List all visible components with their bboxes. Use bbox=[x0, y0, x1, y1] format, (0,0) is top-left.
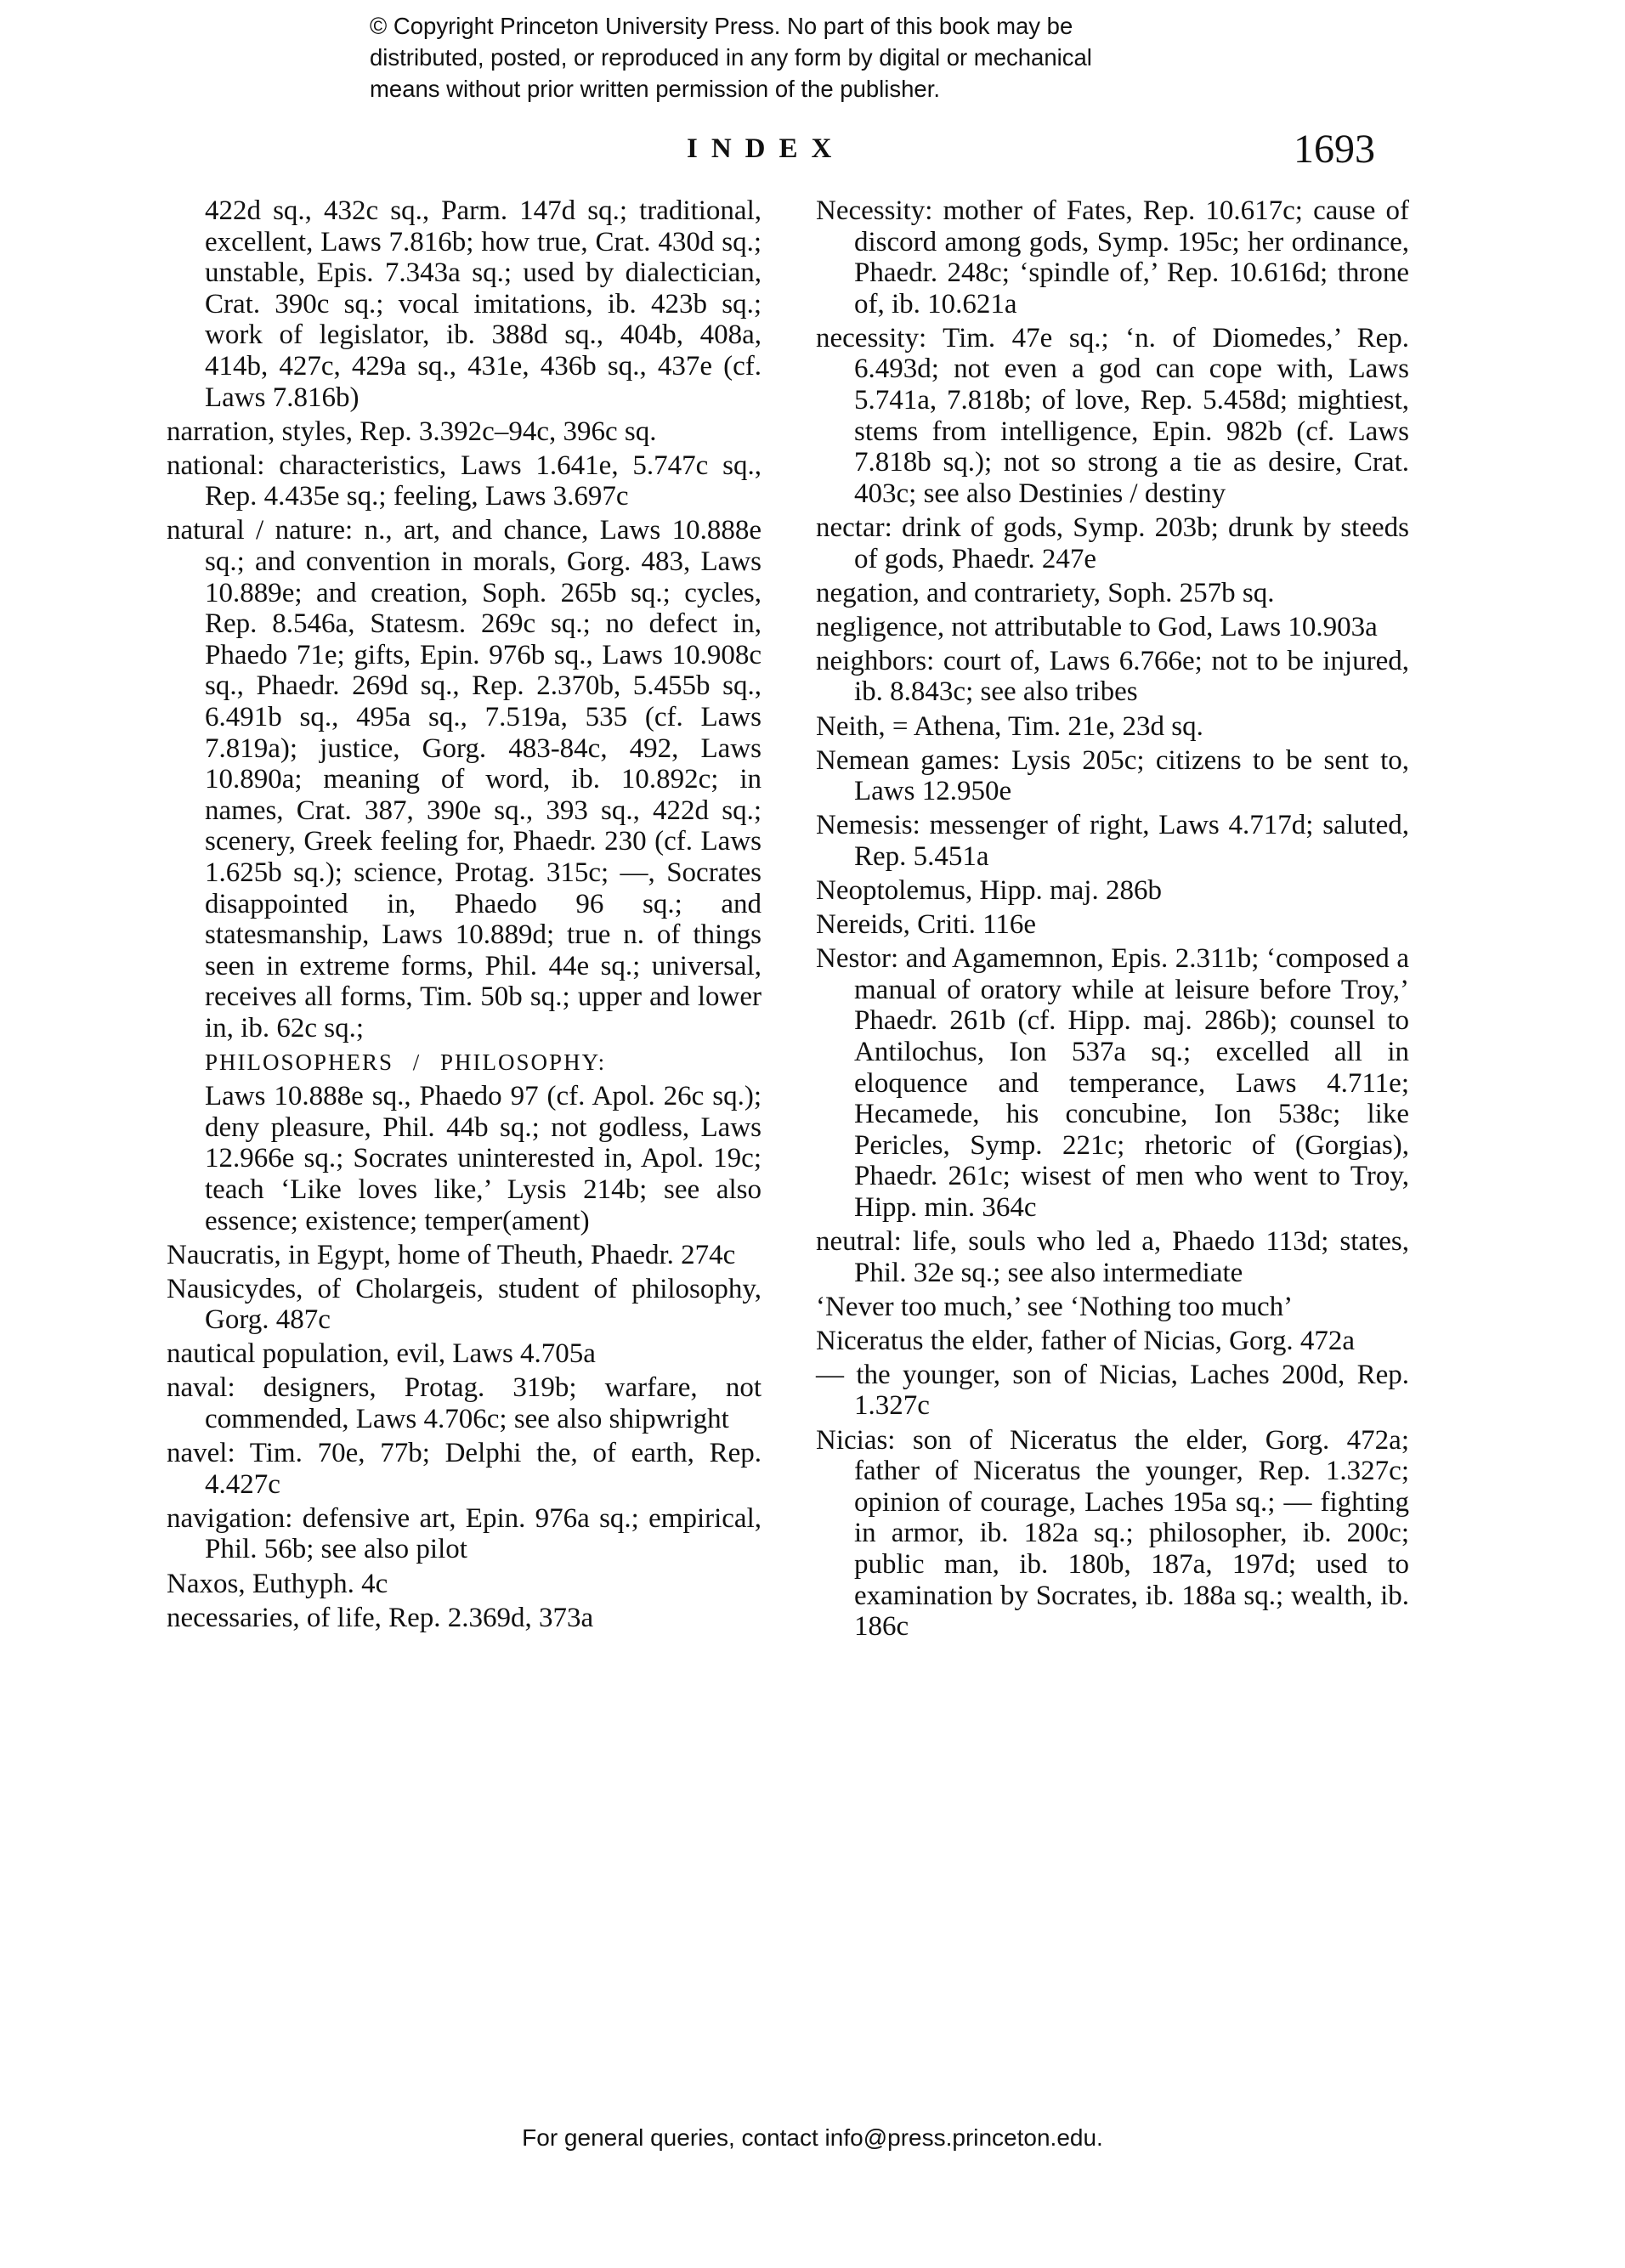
index-entry: Naxos, Euthyph. 4c bbox=[167, 1568, 388, 1599]
index-entry: — the younger, son of Nicias, Laches 200d, Rep. 1.327c bbox=[816, 1359, 1409, 1422]
index-entry: navel: Tim. 70e, 77b; Delphi the, of earth, Rep. 4.427c bbox=[167, 1438, 762, 1500]
index-entry-continuation: 422d sq., 432c sq., Parm. 147d sq.; traditional, excellent, Laws 7.816b; how true, Crat. 430d sq.; unstable, Epis. 7.343a sq.; used by dialectician, Crat. 390c sq.; vocal imitations, ib. 423b sq.; work of legislator, ib. 388d sq., 404b, 408a, 414b, 427c, 429a sq., 431e, 436b sq., 437e (cf. Laws 7.816b) bbox=[205, 195, 762, 413]
index-entry: Nicias: son of Niceratus the elder, Gorg. 472a; father of Niceratus the younger, Rep. 1.327c; opinion of courage, Laches 195a sq.; — fighting in armor, ib. 182a sq.; philosopher, ib. 200c; public man, ib. 180b, 187a, 197d; used to examination by Socrates, ib. 188a sq.; wealth, ib. 186c bbox=[816, 1424, 1409, 1643]
index-entry: negligence, not attributable to God, Laws 10.903a bbox=[816, 611, 1378, 642]
index-entry: Neith, = Athena, Tim. 21e, 23d sq. bbox=[816, 710, 1203, 742]
index-entry: necessaries, of life, Rep. 2.369d, 373a bbox=[167, 1602, 594, 1633]
index-entry: nautical population, evil, Laws 4.705a bbox=[167, 1338, 596, 1370]
index-entry: navigation: defensive art, Epin. 976a sq.; empirical, Phil. 56b; see also pilot bbox=[167, 1502, 762, 1565]
index-entry: Naucratis, in Egypt, home of Theuth, Phaedr. 274c bbox=[167, 1239, 736, 1270]
index-entry: necessity: Tim. 47e sq.; ‘n. of Diomedes,’ Rep. 6.493d; not even a god can cope with, Laws 5.741a, 7.818b; of love, Rep. 5.458d; mightiest, stems from intelligence, Epin. 982b (cf. Laws 7.818b sq.); not so strong a tie as desire, Crat. 403c; see also Destinies / destiny bbox=[816, 322, 1409, 509]
index-entry: Niceratus the elder, father of Nicias, Gorg. 472a bbox=[816, 1325, 1355, 1356]
index-entry: narration, styles, Rep. 3.392c–94c, 396c sq. bbox=[167, 416, 657, 447]
index-entry: Nemean games: Lysis 205c; citizens to be sent to, Laws 12.950e bbox=[816, 744, 1409, 807]
copyright-notice bbox=[370, 10, 1220, 105]
copyright-line: distributed, posted, or reproduced in any form by digital or mechanical bbox=[370, 44, 1092, 71]
index-entry: naval: designers, Protag. 319b; warfare, not commended, Laws 4.706c; see also shipwright bbox=[167, 1372, 762, 1435]
index-entry: ‘Never too much,’ see ‘Nothing too much’ bbox=[816, 1291, 1294, 1322]
index-entry: negation, and contrariety, Soph. 257b sq. bbox=[816, 577, 1275, 608]
footer-contact: For general queries, contact info@press.princeton.edu. bbox=[522, 2124, 1103, 2151]
index-entry: natural / nature: n., art, and chance, Laws 10.888e sq.; and convention in morals, Gorg. 483, Laws 10.889e; and creation, Soph. 265b sq.; cycles, Rep. 8.546a, Statesm. 269c sq.; no defect in, Phaedo 71e; gifts, Epin. 976b sq., Laws 10.908c sq., Phaedr. 269d sq., Rep. 2.370b, 5.455b sq., 6.491b sq., 495a sq., 7.519a, 535 (cf. Laws 7.819a); justice, Gorg. 483-84c, 492, Laws 10.890a; meaning of word, ib. 10.892c; in names, Crat. 387, 390e sq., 393 sq., 422d sq.; scenery, Greek feeling for, Phaedr. 230 (cf. Laws 1.625b sq.); science, Protag. 315c; —, Socrates disappointed in, Phaedo 96 sq.; and statesmanship, Laws 10.889d; true n. of things seen in extreme forms, Phil. 44e sq.; universal, receives all forms, Tim. 50b sq.; upper and lower in, ib. 62c sq.; bbox=[167, 515, 762, 1044]
index-column-left bbox=[167, 195, 762, 1637]
page-number: 1693 bbox=[1294, 127, 1375, 172]
index-entry: Nereids, Criti. 116e bbox=[816, 909, 1037, 941]
index-column-right bbox=[816, 195, 1409, 1645]
running-head: INDEX bbox=[687, 133, 846, 164]
index-entry: Nausicydes, of Cholargeis, student of philosophy, Gorg. 487c bbox=[167, 1273, 762, 1336]
copyright-line: © Copyright Princeton University Press. No part of this book may be bbox=[370, 13, 1073, 39]
index-entry: national: characteristics, Laws 1.641e, 5.747c sq., Rep. 4.435e sq.; feeling, Laws 3.697c bbox=[167, 450, 762, 512]
index-entry: neutral: life, souls who led a, Phaedo 113d; states, Phil. 32e sq.; see also intermediate bbox=[816, 1226, 1409, 1288]
index-entry: Nestor: and Agamemnon, Epis. 2.311b; ‘composed a manual of oratory while at leisure before Troy,’ Phaedr. 261b (cf. Hipp. maj. 286b); counsel to Antilochus, Ion 537a sq.; excelled all in eloquence and temperance, Laws 4.711e; Hecamede, his concubine, Ion 538c; like Pericles, Symp. 221c; rhetoric of (Gorgias), Phaedr. 261c; wisest of men who went to Troy, Hipp. min. 364c bbox=[816, 943, 1409, 1223]
index-entry: nectar: drink of gods, Symp. 203b; drunk by steeds of gods, Phaedr. 247e bbox=[816, 512, 1409, 574]
index-entry: neighbors: court of, Laws 6.766e; not to be injured, ib. 8.843c; see also tribes bbox=[816, 645, 1409, 708]
copyright-line: means without prior written permission of the publisher. bbox=[370, 76, 941, 102]
index-subheading: PHILOSOPHERS / PHILOSOPHY: bbox=[205, 1049, 607, 1076]
index-entry: Nemesis: messenger of right, Laws 4.717d; saluted, Rep. 5.451a bbox=[816, 810, 1409, 872]
index-subentry: Laws 10.888e sq., Phaedo 97 (cf. Apol. 26c sq.); deny pleasure, Phil. 44b sq.; not godless, Laws 12.966e sq.; Socrates uninterested in, Apol. 19c; teach ‘Like loves like,’ Lysis 214b; see also essence; existence; temper(ament) bbox=[205, 1081, 762, 1236]
index-entry: Necessity: mother of Fates, Rep. 10.617c; cause of discord among gods, Symp. 195c; her ordinance, Phaedr. 248c; ‘spindle of,’ Rep. 10.616d; throne of, ib. 10.621a bbox=[816, 195, 1409, 320]
index-entry: Neoptolemus, Hipp. maj. 286b bbox=[816, 874, 1162, 906]
